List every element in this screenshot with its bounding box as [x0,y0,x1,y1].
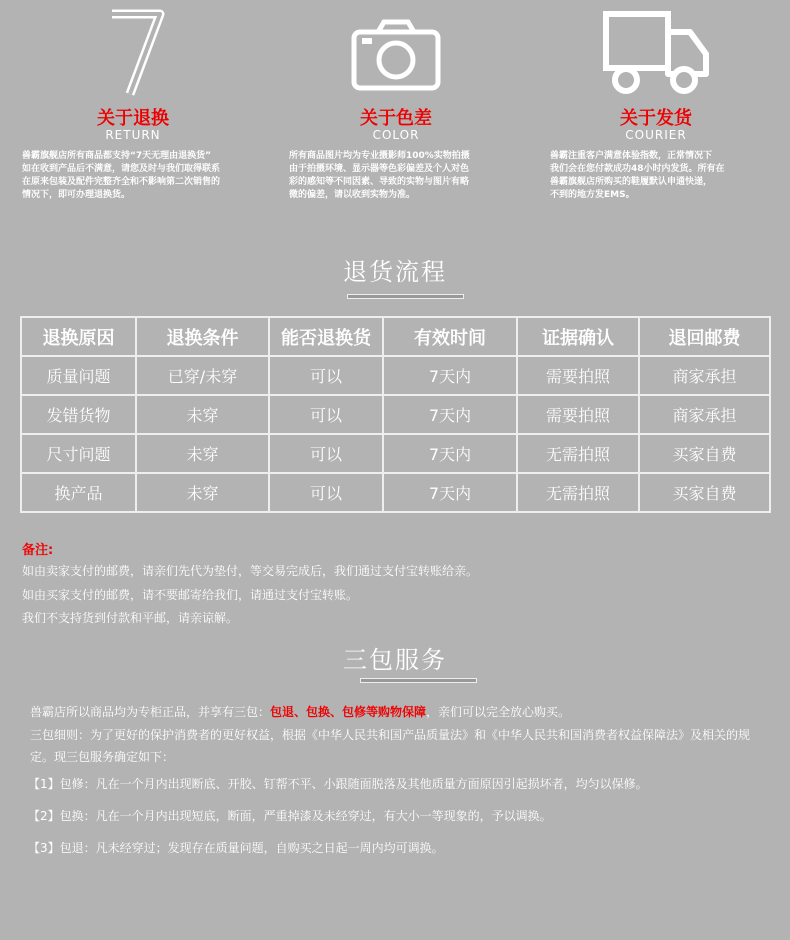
cell: 可以 [269,473,383,512]
truck-icon [602,10,712,96]
cell: 未穿 [136,473,269,512]
warranty-item: 【1】包修：凡在一个月内出现断底、开胶、钉帮不平、小跟随面脱落及其他质量方面原因引起损坏者，均匀以保修。 [28,777,648,791]
cell: 买家自费 [639,434,770,473]
cell: 7天内 [383,473,517,512]
intro-text: 兽霸店所以商品均为专柜正品，并享有三包： [30,705,271,719]
intro-highlight: 包退、包换、包修等购物保障 [270,705,427,719]
desc-line: 如在收到产品后不满意，请您及时与我们取得联系 [22,164,221,174]
header-cell: 证据确认 [517,317,639,356]
returns-table [20,316,771,513]
warranty-rules: 三包细则：为了更好的保护消费者的更好权益，根据《中华人民共和国产品质量法》和《中华人民共和国消费者权益保障法》及相关的规定。现三包服务确定如下： [30,728,751,764]
header-cell: 退回邮费 [639,317,770,356]
desc-line: 我们会在您付款成功48小时内发货。所有在 [550,164,725,174]
desc-line: 兽霸旗舰店所购买的鞋履默认申通快递， [550,177,713,187]
cell: 可以 [269,434,383,473]
table-row [21,434,770,473]
camera-icon [350,18,442,92]
desc-line: 微的偏差，请以收到实物为准。 [289,190,416,200]
warranty-title: 三包服务 [343,646,447,674]
feature-description [289,150,470,202]
title-underline [347,294,464,299]
note-line: 我们不支持货到付款和平邮，请亲谅解。 [22,611,239,625]
table-row [21,395,770,434]
cell: 7天内 [383,356,517,395]
note-label: 备注: [22,543,54,558]
feature-title: 关于色差 [360,108,432,129]
table-header-row [21,317,770,356]
warranty-intro [30,701,760,723]
cell: 尺寸问题 [21,434,136,473]
cell: 需要拍照 [517,356,639,395]
cell: 已穿/未穿 [136,356,269,395]
desc-line: 兽霸旗舰店所有商品都支持“7天无理由退换货” [22,151,212,161]
desc-line: 在原来包装及配件完整齐全和不影响第二次销售的 [22,177,221,187]
desc-line: 由于拍摄环境、显示器等色彩偏差及个人对色 [289,164,470,174]
header-cell: 退换原因 [21,317,136,356]
desc-line: 不到的地方发EMS。 [550,190,635,200]
cell: 未穿 [136,434,269,473]
cell: 可以 [269,356,383,395]
feature-subtitle: COLOR [372,128,420,142]
cell: 质量问题 [21,356,136,395]
intro-text: ，亲们可以完全放心购买。 [426,705,571,719]
desc-line: 所有商品图片均为专业摄影师100%实物拍摄 [289,151,470,161]
cell: 发错货物 [21,395,136,434]
note-line: 如由买家支付的邮费，请不要邮寄给我们，请通过支付宝转账。 [22,588,359,602]
feature-title: 关于退换 [97,108,169,129]
warranty-item: 【3】包退：凡未经穿过；发现存在质量问题，自购买之日起一周内均可调换。 [28,841,444,855]
cell: 无需拍照 [517,434,639,473]
table-row [21,356,770,395]
cell: 未穿 [136,395,269,434]
title-underline [360,678,477,683]
cell: 需要拍照 [517,395,639,434]
cell: 可以 [269,395,383,434]
warranty-item: 【2】包换：凡在一个月内出现短底，断面，严重掉漆及未经穿过，有大小一等现象的，予以调换。 [28,809,552,823]
note-line: 如由卖家支付的邮费，请亲们先代为垫付，等交易完成后，我们通过支付宝转账给亲。 [22,564,479,578]
desc-line: 兽霸注重客户满意体验指数，正常情况下 [550,151,713,161]
cell: 买家自费 [639,473,770,512]
feature-description [22,150,220,202]
feature-title: 关于发货 [620,108,692,129]
returns-title: 退货流程 [343,258,447,286]
feature-description [550,150,725,202]
desc-line: 情况下，即可办理退换货。 [22,190,131,200]
table-row [21,473,770,512]
cell: 7天内 [383,434,517,473]
header-cell: 退换条件 [136,317,269,356]
header-cell: 有效时间 [383,317,517,356]
cell: 换产品 [21,473,136,512]
cell: 无需拍照 [517,473,639,512]
cell: 商家承担 [639,395,770,434]
cell: 商家承担 [639,356,770,395]
desc-line: 彩的感知等不同因素、导致的实物与图片有略 [289,177,470,187]
header-cell: 能否退换货 [269,317,383,356]
feature-subtitle: RETURN [105,128,161,142]
feature-subtitle: COURIER [625,128,687,142]
cell: 7天内 [383,395,517,434]
seven-icon [106,8,166,98]
